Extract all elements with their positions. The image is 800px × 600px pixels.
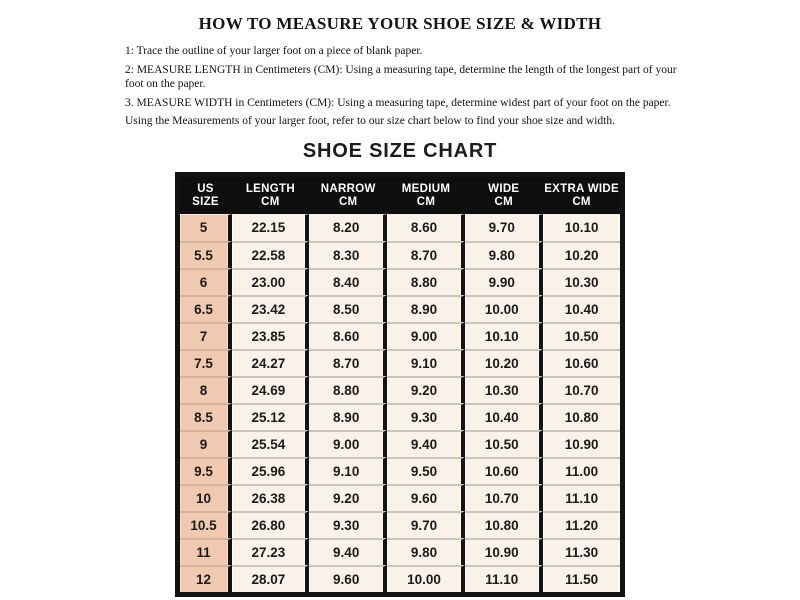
table-row [180,241,621,268]
measurement-cell: 11.10 [465,565,543,592]
measurement-cell: 10.70 [465,484,543,511]
table-row [180,349,621,376]
measurement-cell: 9.40 [309,538,387,565]
measurement-cell: 9.10 [387,349,465,376]
measurement-cell: 9.40 [387,430,465,457]
measurement-cell: 10.30 [543,268,621,295]
measurement-cell: 25.12 [232,403,310,430]
measurement-cell: 10.50 [465,430,543,457]
table-row [180,295,621,322]
measurement-cell: 8.60 [309,322,387,349]
table-row [180,538,621,565]
instructions [125,44,681,129]
measurement-cell: 9.00 [309,430,387,457]
measurement-cell: 10.20 [543,241,621,268]
measurement-cell: 25.96 [232,457,310,484]
measurement-cell: 9.10 [309,457,387,484]
table-row [180,511,621,538]
header-row [180,177,621,214]
size-cell: 7 [180,322,232,349]
measurement-cell: 10.30 [465,376,543,403]
measurement-cell: 10.60 [465,457,543,484]
measurement-cell: 10.00 [387,565,465,592]
measurement-cell: 8.70 [387,241,465,268]
measurement-cell: 10.80 [465,511,543,538]
measurement-cell: 10.90 [543,430,621,457]
size-cell: 6 [180,268,232,295]
size-cell: 8.5 [180,403,232,430]
column-header-narrow-cm: NARROW CM [309,177,387,214]
table-row [180,403,621,430]
measurement-cell: 8.60 [387,214,465,241]
column-header-wide-cm: WIDE CM [465,177,543,214]
measurement-cell: 8.20 [309,214,387,241]
instruction-line: Using the Measurements of your larger foot, refer to our size chart below to find your shoe size and width. [125,115,615,127]
table-row [180,565,621,592]
measurement-cell: 9.60 [387,484,465,511]
measurement-cell: 9.30 [387,403,465,430]
size-cell: 10.5 [180,511,232,538]
measurement-cell: 24.69 [232,376,310,403]
measurement-cell: 8.70 [309,349,387,376]
measurement-cell: 10.20 [465,349,543,376]
measurement-cell: 9.20 [309,484,387,511]
size-cell: 12 [180,565,232,592]
column-header-us-size: US SIZE [180,177,232,214]
measurement-cell: 9.20 [387,376,465,403]
measurement-cell: 23.42 [232,295,310,322]
column-header-extra-wide-cm: EXTRA WIDE CM [543,177,621,214]
size-cell: 6.5 [180,295,232,322]
measurement-cell: 25.54 [232,430,310,457]
measurement-cell: 9.30 [309,511,387,538]
table-row [180,322,621,349]
measurement-cell: 27.23 [232,538,310,565]
measurement-cell: 10.60 [543,349,621,376]
table-row [180,268,621,295]
measurement-cell: 22.58 [232,241,310,268]
measurement-cell: 11.20 [543,511,621,538]
size-cell: 5 [180,214,232,241]
measurement-cell: 8.80 [387,268,465,295]
measurement-cell: 24.27 [232,349,310,376]
measurement-cell: 8.80 [309,376,387,403]
measurement-cell: 10.10 [543,214,621,241]
size-cell: 9 [180,430,232,457]
measurement-cell: 9.80 [387,538,465,565]
measurement-cell: 8.90 [309,403,387,430]
table-row [180,376,621,403]
measurement-cell: 26.80 [232,511,310,538]
size-cell: 5.5 [180,241,232,268]
measurement-cell: 10.50 [543,322,621,349]
size-cell: 7.5 [180,349,232,376]
size-cell: 10 [180,484,232,511]
measurement-cell: 28.07 [232,565,310,592]
measurement-cell: 9.70 [387,511,465,538]
chart-title: SHOE SIZE CHART [302,139,498,162]
table-row [180,430,621,457]
measurement-cell: 10.90 [465,538,543,565]
measurement-cell: 10.70 [543,376,621,403]
measurement-cell: 8.90 [387,295,465,322]
measurement-cell: 10.00 [465,295,543,322]
instruction-line: 2: MEASURE LENGTH in Centimeters (CM): Using a measuring tape, determine the length of the longest part of your foot on the paper. [125,63,677,90]
measurement-cell: 26.38 [232,484,310,511]
column-header-length-cm: LENGTH CM [232,177,310,214]
measurement-cell: 9.00 [387,322,465,349]
table-row [180,457,621,484]
size-chart-table [175,172,626,597]
table-row [180,214,621,241]
table-header [180,177,621,214]
size-cell: 8 [180,376,232,403]
size-cell: 11 [180,538,232,565]
measurement-cell: 11.00 [543,457,621,484]
measurement-cell: 11.30 [543,538,621,565]
measurement-cell: 10.40 [465,403,543,430]
size-cell: 9.5 [180,457,232,484]
measurement-cell: 10.10 [465,322,543,349]
measurement-cell: 11.10 [543,484,621,511]
page-title: HOW TO MEASURE YOUR SHOE SIZE & WIDTH [198,14,602,33]
measurement-cell: 9.80 [465,241,543,268]
measurement-cell: 9.90 [465,268,543,295]
table-body [180,214,621,592]
instruction-line: 1: Trace the outline of your larger foot on a piece of blank paper. [125,45,423,57]
measurement-cell: 22.15 [232,214,310,241]
measurement-cell: 9.50 [387,457,465,484]
measurement-cell: 23.00 [232,268,310,295]
measurement-cell: 10.80 [543,403,621,430]
table-row [180,484,621,511]
measurement-cell: 9.70 [465,214,543,241]
measurement-cell: 10.40 [543,295,621,322]
column-header-medium-cm: MEDIUM CM [387,177,465,214]
measurement-cell: 8.30 [309,241,387,268]
measurement-cell: 11.50 [543,565,621,592]
measurement-cell: 8.40 [309,268,387,295]
instruction-line: 3. MEASURE WIDTH in Centimeters (CM): Using a measuring tape, determine widest part of your foot on the paper. [125,96,671,109]
measurement-cell: 9.60 [309,565,387,592]
measurement-cell: 8.50 [309,295,387,322]
measurement-cell: 23.85 [232,322,310,349]
